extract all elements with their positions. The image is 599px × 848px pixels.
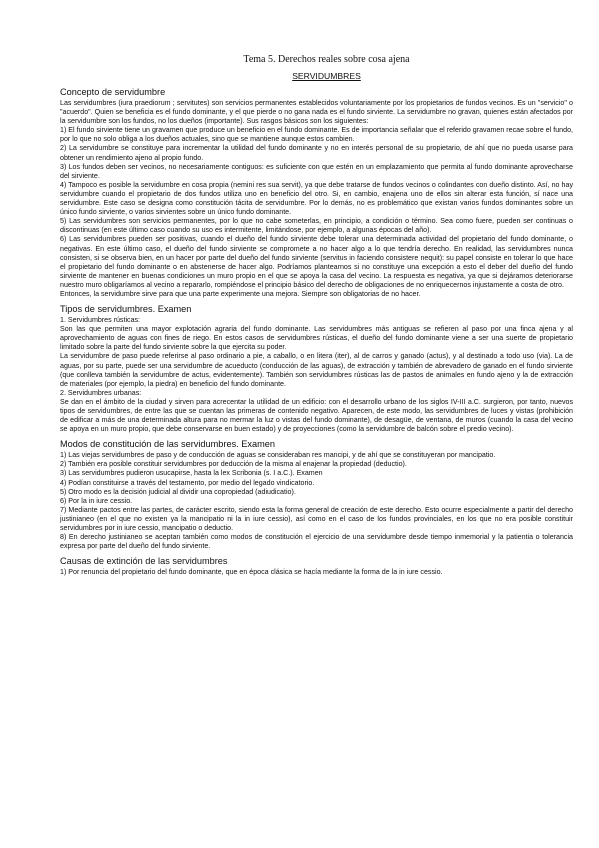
document-subtitle: SERVIDUMBRES [292,71,361,81]
paragraph: 8) En derecho justinianeo se aceptan también como modos de constitución el ejercicio de una servidumbre desde tiempo inmemorial y la patientia o tolerancia expresa por parte del dueño del fundo sirviente. [60,533,573,551]
paragraph: 1) El fundo sirviente tiene un gravamen que produce un beneficio en el fundo dominante. Es de importancia señalar que el referido gravamen recae sobre el fundo, por lo que no solo obliga a los dueños actuales, sino que se mantiene aunque estos cambien. [60,126,573,144]
paragraph: Entonces, la servidumbre sirve para que una parte experimente una mejora. Siempre son obligatorias de no hacer. [60,289,421,298]
section-heading: Tipos de servidumbres. Examen [60,304,192,315]
paragraph: 3) Los fundos deben ser vecinos, no necesariamente contiguos: es suficiente con que estén en un emplazamiento que permita al fundo dominante aprovecharse del sirviente. [60,162,573,180]
document-title: Tema 5. Derechos reales sobre cosa ajena [243,54,410,65]
section-extincion [60,556,573,577]
paragraph: 6) Las servidumbres pueden ser positivas, cuando el dueño del fundo sirviente debe tolerar una determinada actividad del propietario del fundo dominante, o negativas. En este último caso, el dueño del fundo sirviente se compromete a no hacer algo a lo que tendría derecho. En realidad, las servidumbres nunca consisten, si se observa bien, en un hacer por parte del dueño del fundo sirviente (servitus in faciendo consistere nequit): su papel consiste en tolerar lo que hace el propietario del fundo dominante o en abstenerse de hacer algo. Podríamos plantearnos si no constituye una excepción a esto el deber del dueño del fundo sirviente de mantener en buenas condiciones un muro propio en el que se apoya la casa del vecino. La respuesta es negativa, ya que si dejáramos deteriorarse nuestro muro obligaríamos al vecino a repararlo, rompiéndose el principio básico del derecho de obligaciones de no enriquecernos injustamente a costa de otro. [60,235,573,289]
section-concepto [60,87,573,299]
paragraph: 2. Servidumbres urbanas: [60,388,142,397]
section-heading: Modos de constitución de las servidumbres. Examen [60,439,275,450]
paragraph: 2) La servidumbre se constituye para incrementar la utilidad del fundo dominante y no en interés personal de su propietario, de ahí que no pueda usarse para obtener un rendimiento ajeno al propio fundo. [60,144,573,162]
paragraph: 5) Otro modo es la decisión judicial al dividir una copropiedad (adiudicatio). [60,487,296,496]
paragraph: 7) Mediante pactos entre las partes, de carácter escrito, siendo esta la forma general de creación de este derecho. Esto ocurre especialmente a partir del derecho justinianeo (en el que no existen ya la mancipatio ni la in iure cessio), así como en el caso de los fundos provinciales, en los que no era posible constituir servidumbres por in iure cessio, mancipatio o deductio. [60,505,573,533]
paragraph: Son las que permiten una mayor explotación agraria del fundo dominante. Las servidumbres más antiguas se refieren al paso por una finca ajena y al aprovechamiento de aguas con fines de riego. En estos casos de servidumbres rústicas, el dueño del fundo dominante viene a ser una suerte de propietario limitado sobre la parte del fundo sirviente sobre la que ejercita su poder. [60,325,573,352]
paragraph: 4) Tampoco es posible la servidumbre en cosa propia (nemini res sua servit), ya que debe tratarse de fundos vecinos o colindantes con dueño distinto. Así, no hay servidumbre cuando el propietario de dos fundos utiliza uno en beneficio del otro. Si, en cambio, enajena uno de ellos sin alterar esta función, sí nace una servidumbre. Este caso se designa como constitución tácita de servidumbre. Por lo demás, no es problemático que existan varios fundos dominantes sobre un único fundo sirviente, o varios sirvientes sobre un único fundo dominante. [60,180,573,217]
section-heading: Causas de extinción de las servidumbres [60,556,228,567]
section-modos [60,439,573,551]
section-tipos [60,304,573,434]
paragraph: 5) Las servidumbres son servicios permanentes, por lo que no cabe someterlas, en principio, a condición o término. Sea como fuere, pueden ser continuas o discontinuas (en este último caso cuando su uso es intermitente, limitándose, por ejemplo, a algunas épocas del año). [60,217,573,235]
paragraph: Se dan en el ámbito de la ciudad y sirven para acrecentar la utilidad de un edificio: con el desarrollo urbano de los siglos IV-III a.C. surgieron, por tanto, nuevos tipos de servidumbres, de entre las que se cuentan las primeras de contenido negativo. Aparecen, de este modo, las servidumbres de luces y vistas (prohibición de edificar a más de una determinada altura para no mermar la luz o vistas del fundo dominante), de desagüe, de ventana, de muros (cuando la casa del vecino se apoya en un muro propio, que debe conservarse en buen estado) y de proyecciones (como la servidumbre de balcón sobre el predio vecino). [60,397,573,434]
paragraph: 3) Las servidumbres pudieron usucapirse, hasta la lex Scribonia (s. I a.C.). Examen [60,469,323,478]
section-heading: Concepto de servidumbre [60,87,166,97]
paragraph: 4) Podían constituirse a través del testamento, por medio del legado vindicatorio. [60,478,315,487]
paragraph: Las servidumbres (iura praediorum ; servitutes) son servicios permanentes establecidos voluntariamente por los propietarios de fundos vecinos. Es un "servicio" o "acuerdo". Quien se beneficia es el fundo dominante, y el que pierde o no gana nada es el fundo sirviente. La servidumbre no gravan, quienes están afectados por la servidumbre son los fundos, no los dueños (importante). Sus rasgos básicos son los siguientes: [60,99,573,126]
paragraph: 6) Por la in iure cessio. [60,496,133,505]
paragraph: 1. Servidumbres rústicas: [60,316,141,325]
paragraph: 2) También era posible constituir servidumbres por deducción de la misma al enajenar la propiedad (deductio). [60,460,407,469]
paragraph: 1) Por renuncia del propietario del fundo dominante, que en época clásica se hacía mediante la forma de la in iure cessio. [60,568,443,577]
paragraph: 1) Las viejas servidumbres de paso y de conducción de aguas se consideraban res mancipi, y de ahí que se constituyeran por mancipatio. [60,451,496,460]
paragraph: La servidumbre de paso puede referirse al paso ordinario a pie, a caballo, o en litera (iter), al de carros y ganado (actus), y al destinado a todo uso (via). La de aguas, por su parte, puede ser una servidumbre de acueducto (conducción de las aguas), de extracción y también de abrevadero de ganado en el fundo sirviente (que conlleva también la servidumbre de actus, evidentemente). También son servidumbres rústicas las de pastos de animales en fundo ajeno y la de extracción de materiales (por ejemplo, la piedra) en beneficio del fundo dominante. [60,352,573,388]
